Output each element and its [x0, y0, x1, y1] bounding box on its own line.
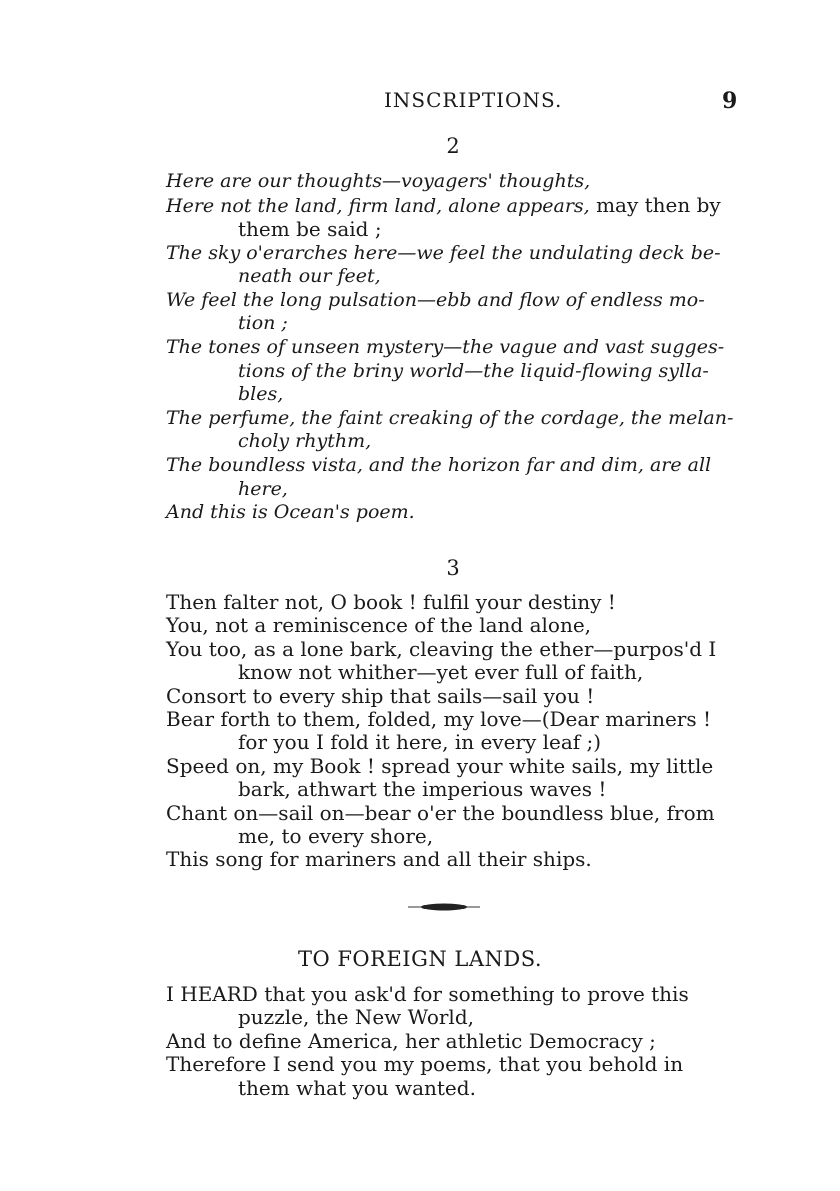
- verse-line-continuation: bark, athwart the imperious waves !: [238, 777, 607, 802]
- verse-line: Consort to every ship that sails—sail you !: [166, 683, 595, 708]
- stanza-2: [166, 170, 740, 525]
- verse-line: This song for mariners and all their ships.: [166, 847, 592, 872]
- verse-line: And this is Ocean's poem.: [166, 501, 415, 524]
- verse-line: Then falter not, O book ! fulfil your destiny !: [166, 590, 616, 614]
- verse-line: You too, as a lone bark, cleaving the ether—purpos'd I: [166, 636, 717, 661]
- poem-title: TO FOREIGN LANDS.: [297, 947, 543, 971]
- verse-line: [166, 983, 740, 1006]
- verse-line: Bear forth to them, folded, my love—(Dear mariners !: [166, 707, 712, 732]
- verse-line: We feel the long pulsation—ebb and flow of endless mo-: [166, 288, 705, 311]
- verse-line-continuation: them be said ;: [238, 217, 382, 242]
- verse-line-continuation: puzzle, the New World,: [238, 1005, 474, 1030]
- poem-body: [166, 983, 740, 1100]
- page-number: 9: [722, 88, 738, 114]
- verse-line-continuation: for you I fold it here, in every leaf ;): [238, 730, 602, 755]
- verse-line-italic: Here not the land, firm land, alone appears,: [166, 194, 590, 217]
- verse-line: You, not a reminiscence of the land alone,: [166, 613, 592, 638]
- section-number-2: 2: [446, 134, 460, 158]
- verse-line-continuation: tions of the briny world—the liquid-flowing sylla-: [238, 359, 709, 382]
- verse-line: Therefore I send you my poems, that you behold in: [166, 1052, 684, 1077]
- verse-line: The boundless vista, and the horizon far and dim, are all: [166, 453, 712, 476]
- verse-line-continuation: them what you wanted.: [238, 1075, 476, 1100]
- running-head: [0, 88, 840, 114]
- verse-line-roman: may then by: [589, 192, 721, 217]
- verse-line: And to define America, her athletic Democracy ;: [166, 1028, 656, 1053]
- running-head-title: INSCRIPTIONS.: [384, 88, 563, 112]
- verse-line-continuation: bles,: [238, 383, 284, 406]
- verse-line: The tones of unseen mystery—the vague and vast sugges-: [166, 335, 725, 358]
- stanza-3: [166, 591, 740, 872]
- verse-line-continuation: know not whither—yet ever full of faith,: [238, 660, 644, 685]
- verse-line: Speed on, my Book ! spread your white sails, my little: [166, 753, 714, 778]
- verse-line-continuation: me, to every shore,: [238, 824, 434, 849]
- verse-line-continuation: choly rhythm,: [238, 430, 372, 453]
- drop-word-rest: HEARD: [180, 982, 258, 1006]
- verse-line-continuation: tion ;: [238, 312, 288, 335]
- verse-line: [166, 194, 740, 219]
- verse-line: The perfume, the faint creaking of the cordage, the melan-: [166, 406, 734, 429]
- verse-line-continuation: here,: [238, 477, 288, 500]
- ornament-divider-icon: [408, 901, 480, 913]
- verse-line: Chant on—sail on—bear o'er the boundless blue, from: [166, 800, 715, 825]
- verse-line-rest: that you ask'd for something to prove this: [257, 982, 689, 1006]
- verse-line-continuation: neath our feet,: [238, 265, 381, 288]
- verse-line: The sky o'erarches here—we feel the undulating deck be-: [166, 241, 721, 264]
- verse-line: Here are our thoughts—voyagers' thoughts,: [166, 170, 591, 192]
- drop-word-initial: I: [166, 982, 174, 1006]
- section-number-3: 3: [446, 556, 460, 580]
